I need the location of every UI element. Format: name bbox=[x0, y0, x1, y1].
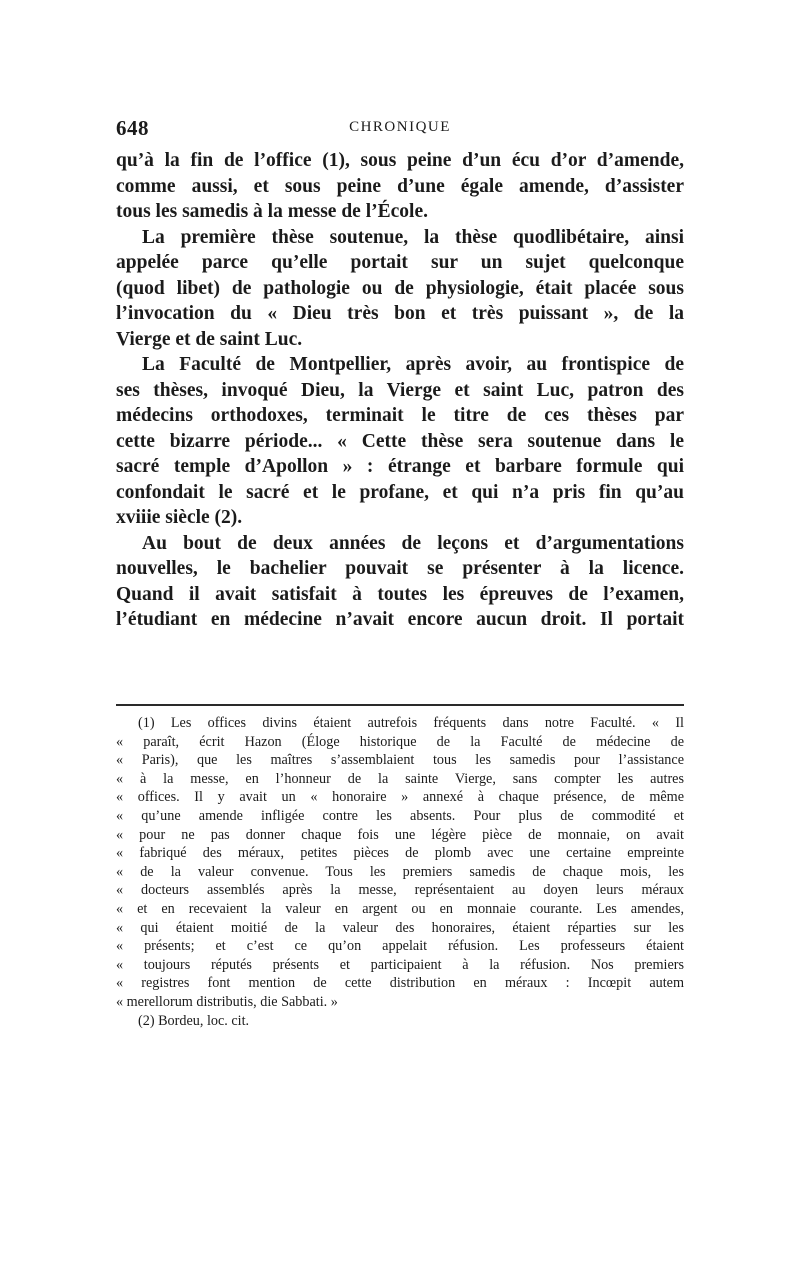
body-line: l’invocation du « Dieu très bon et très puissant », de la bbox=[116, 303, 684, 324]
body-line: l’étudiant en médecine n’avait encore aucun droit. Il portait bbox=[116, 609, 684, 630]
body-line: qu’à la fin de l’office (1), sous peine d’un écu d’or d’amende, bbox=[116, 150, 684, 171]
footnote-line: « qui étaient moitié de la valeur des honoraires, étaient réparties sur les bbox=[116, 919, 684, 936]
body-line: appelée parce qu’elle portait sur un sujet quelconque bbox=[116, 252, 684, 273]
running-title: CHRONIQUE bbox=[349, 119, 451, 135]
body-line: nouvelles, le bachelier pouvait se présenter à la licence. bbox=[116, 558, 684, 579]
body-line: Vierge et de saint Luc. bbox=[116, 328, 303, 350]
footnote-line: « docteurs assemblés après la messe, représentaient au doyen leurs méraux bbox=[116, 882, 684, 899]
footnote-divider bbox=[116, 704, 684, 706]
page-header bbox=[116, 116, 684, 140]
body-line: xviiie siècle (2). bbox=[116, 507, 243, 528]
footnote-line: « merellorum distributis, die Sabbati. » bbox=[116, 993, 338, 1010]
body-line: Quand il avait satisfait à toutes les épreuves de l’examen, bbox=[116, 583, 684, 605]
footnote-line: (1) Les offices divins étaient autrefois fréquents dans notre Faculté. « Il bbox=[138, 715, 684, 731]
footnotes bbox=[116, 714, 684, 1030]
body-line: La première thèse soutenue, la thèse quodlibétaire, ainsi bbox=[142, 226, 684, 248]
footnote-2: (2) Bordeu, loc. cit. bbox=[138, 1012, 250, 1029]
footnote-line: « de la valeur convenue. Tous les premiers samedis de chaque mois, les bbox=[116, 863, 684, 880]
footnote-line: « et en recevaient la valeur en argent ou en monnaie courante. Les amendes, bbox=[116, 900, 684, 917]
body-line: La Faculté de Montpellier, après avoir, au frontispice de bbox=[142, 354, 684, 375]
footnote-line: « toujours réputés présents et participaient à la réfusion. Nos premiers bbox=[116, 956, 684, 973]
body-line: médecins orthodoxes, terminait le titre de ces thèses par bbox=[116, 405, 684, 426]
footnote-line: « à la messe, en l’honneur de la sainte Vierge, sans compter les autres bbox=[116, 770, 684, 787]
footnote-line: « fabriqué des méraux, petites pièces de plomb avec une certaine empreinte bbox=[116, 845, 684, 862]
body-line: comme aussi, et sous peine d’une égale amende, d’assister bbox=[116, 175, 684, 197]
body-line: confondait le sacré et le profane, et qui n’a pris fin qu’au bbox=[116, 481, 684, 503]
body-line: sacré temple d’Apollon » : étrange et barbare formule qui bbox=[116, 456, 684, 477]
footnote-line: « paraît, écrit Hazon (Éloge historique de la Faculté de médecine de bbox=[116, 733, 684, 750]
body-line: (quod libet) de pathologie ou de physiologie, était placée sous bbox=[116, 277, 684, 299]
body-line: Au bout de deux années de leçons et d’argumentations bbox=[142, 532, 684, 554]
footnote-line: « registres font mention de cette distribution en méraux : Incœpit autem bbox=[116, 975, 684, 992]
body-line: cette bizarre période... « Cette thèse sera soutenue dans le bbox=[116, 430, 684, 452]
footnote-line: « Paris), que les maîtres s’assemblaient tous les samedis pour l’assistance bbox=[116, 752, 684, 769]
page-number: 648 bbox=[116, 116, 149, 140]
body-line: ses thèses, invoqué Dieu, la Vierge et saint Luc, patron des bbox=[116, 379, 684, 401]
footnote-line: « présents; et c’est ce qu’on appelait réfusion. Les professeurs étaient bbox=[116, 938, 684, 955]
footnote-line: « pour ne pas donner chaque fois une légère pièce de monnaie, on avait bbox=[116, 826, 684, 843]
body-text bbox=[116, 148, 684, 633]
body-line: tous les samedis à la messe de l’École. bbox=[116, 201, 428, 222]
footnote-line: « offices. Il y avait un « honoraire » annexé à chaque présence, de même bbox=[116, 789, 684, 806]
footnote-line: « qu’une amende infligée contre les absents. Pour plus de commodité et bbox=[116, 807, 684, 824]
